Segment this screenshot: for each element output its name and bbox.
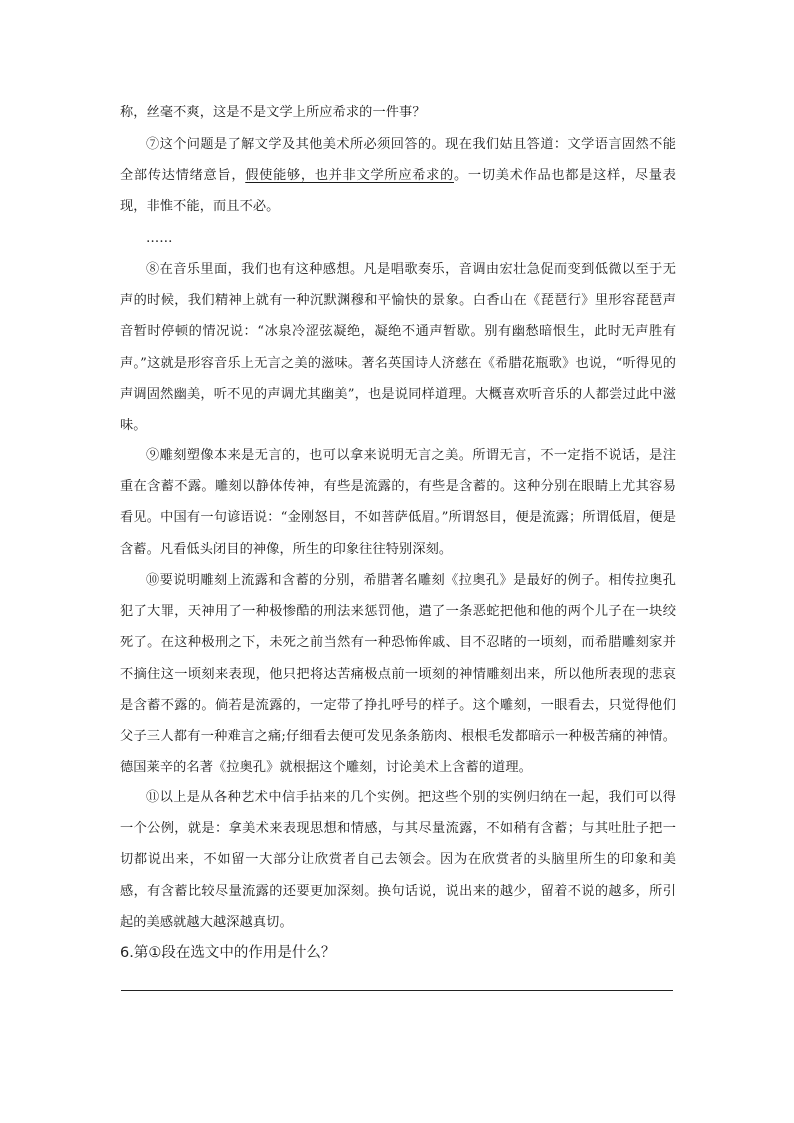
underlined-sentence: 假使能够，也并非文学所应希求的 xyxy=(245,168,454,184)
paragraph-7 xyxy=(120,129,676,223)
paragraph-6-text: 称，丝毫不爽，这是不是文学上所应希求的一件事？ xyxy=(120,105,426,120)
paragraph-10 xyxy=(120,565,676,783)
paragraph-9-text: ⑨雕刻塑像本来是无言的，也可以拿来说明无言之美。所谓无言，不一定指不说话，是注重在含蓄不露。雕刻以静体传神，有些是流露的，有些是含蓄的。这种分别在眼睛上尤其容易看见。中国有一句谚语说：“金刚怒目，不如菩萨低眉。”所谓怒目，便是流露；所谓低眉，便是含蓄。凡看低头闭目的神像，所生的印象往往特别深刻。 xyxy=(120,448,676,557)
paragraph-9 xyxy=(120,440,676,565)
paragraph-7-text-a: ⑦这个问题是了解文学及其他美术所必须回答的。现在我们姑且答道：文学语言固然不能全部传达情绪意旨， xyxy=(120,137,676,184)
paragraph-7-text-b: 。一切美术作品也都是这样，尽量表现，非惟不能，而且不必。 xyxy=(120,168,677,215)
ellipsis xyxy=(120,223,676,254)
paragraph-11 xyxy=(120,782,676,938)
paragraph-8 xyxy=(120,254,676,441)
ellipsis-text: …… xyxy=(146,231,173,246)
paragraph-10-text: ⑩要说明雕刻上流露和含蓄的分别，希腊著名雕刻《拉奥孔》是最好的例子。相传拉奥孔犯了大罪，天神用了一种极惨酷的刑法来惩罚他，遣了一条恶蛇把他和他的两个儿子在一块绞死了。在这种极刑之下，未死之前当然有一种恐怖侔戚、目不忍睹的一顷刻，而希腊雕刻家并不摘住这一顷刻来表现，他只把将达苦痛极点前一顷刻的神情雕刻出来，所以他所表现的悲哀是含蓄不露的。倘若是流露的，一定带了挣扎呼号的样子。这个雕刻，一眼看去，只觉得他们父子三人都有一种难言之痛;仔细看去便可发见条条筋肉、根根毛发都暗示一种极苦痛的神情。德国莱辛的名著《拉奥孔》就根据这个雕刻，讨论美术上含蓄的道理。 xyxy=(120,573,676,776)
paragraph-6-end xyxy=(120,97,676,128)
question-6: 6.第①段在选文中的作用是什么？ xyxy=(120,945,336,961)
paragraph-11-text: ⑪以上是从各种艺术中信手拈来的几个实例。把这些个别的实例归纳在一起，我们可以得一个公例，就是：拿美术来表现思想和情感，与其尽量流露，不如稍有含蓄；与其吐肚子把一切都说出来，不如留一大部分让欣赏者自己去领会。因为在欣赏者的头脑里所生的印象和美感，有含蓄比较尽量流露的还要更加深刻。换句话说，说出来的越少，留着不说的越多，所引起的美感就越大越深越真切。 xyxy=(120,790,676,930)
paragraph-8-text: ⑧在音乐里面，我们也有这种感想。凡是唱歌奏乐，音调由宏壮急促而变到低微以至于无声的时候，我们精神上就有一种沉默渊穆和平愉快的景象。白香山在《琵琶行》里形容琵琶声音暂时停顿的情况说：“冰泉冷涩弦凝绝，凝绝不通声暂歇。别有幽愁暗恨生，此时无声胜有声。”这就是形容音乐上无言之美的滋味。著名英国诗人济慈在《希腊花瓶歌》也说，“听得见的声调固然幽美，听不见的声调尤其幽美”，也是说同样道理。大概喜欢听音乐的人都尝过此中滋味。 xyxy=(120,262,676,434)
answer-line[interactable] xyxy=(121,990,673,991)
